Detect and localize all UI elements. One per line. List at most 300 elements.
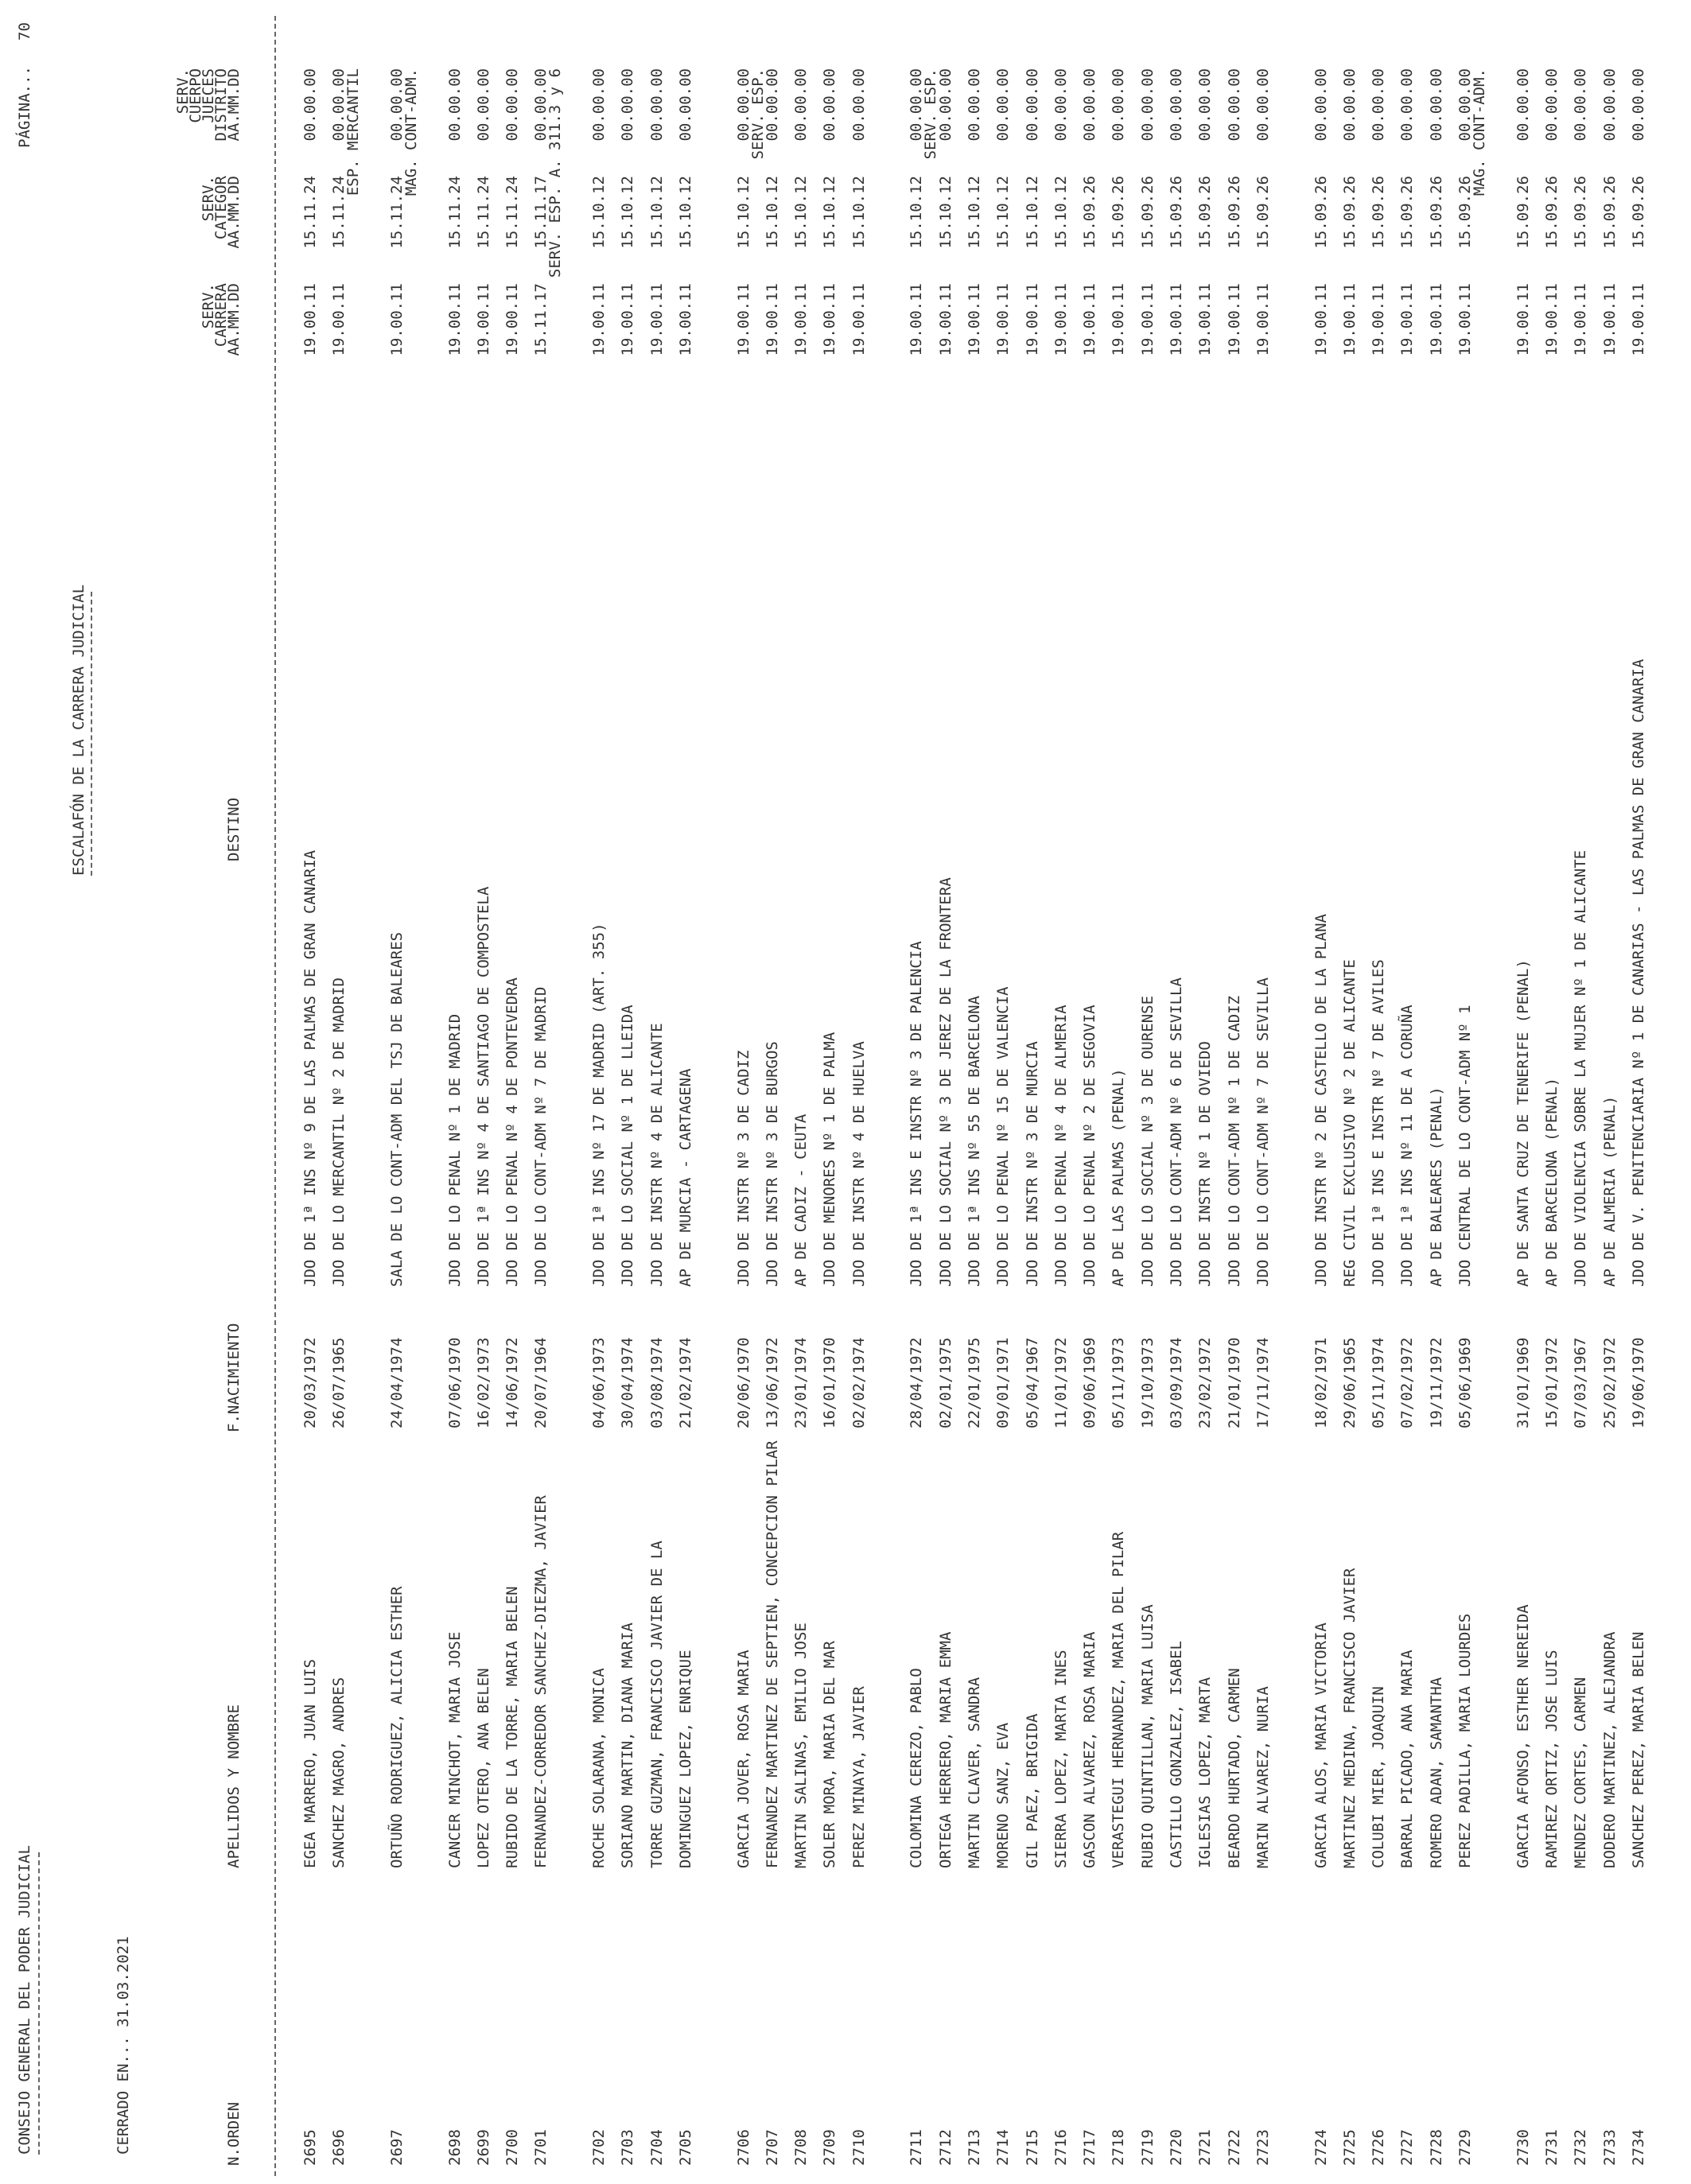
destination-cell: JDO DE INSTR Nº 3 DE MURCIA (1023, 1041, 1041, 1287)
destination-cell: JDO DE MENORES Nº 1 DE PALMA (821, 1032, 839, 1287)
destination-cell: AP DE BALEARES (PENAL) (1427, 1086, 1445, 1287)
serv-carrera: 19.00.11 (1542, 283, 1561, 356)
serv-distrito: 00.00.00 (936, 68, 954, 142)
order-number: 2717 (1081, 2129, 1099, 2166)
serv-distrito: 00.00.00 (1572, 68, 1590, 142)
serv-carrera: 19.00.11 (1312, 283, 1330, 356)
destination-cell: JDO DE 1ª INS E INSTR Nº 7 DE AVILES (1370, 959, 1388, 1287)
serv-distrito: 00.00.00 (1514, 68, 1532, 142)
birth-date: 03/09/1974 (1168, 1337, 1185, 1428)
serv-carrera: 19.00.11 (1168, 283, 1185, 356)
serv-categor: 15.09.26 (1312, 176, 1330, 249)
serv-categor: 15.10.12 (821, 176, 839, 249)
birth-date: 17/11/1974 (1254, 1337, 1272, 1428)
order-number: 2710 (849, 2129, 868, 2166)
serv-carrera: 19.00.11 (1456, 283, 1474, 356)
serv-categor: 15.10.12 (1052, 176, 1070, 249)
order-number: 2715 (1023, 2129, 1041, 2166)
serv-distrito: 00.00.00 (821, 68, 839, 142)
name-cell: EGEA MARRERO, JUAN LUIS (301, 1658, 319, 1868)
destination-cell: JDO DE INSTR Nº 4 DE HUELVA (849, 1041, 868, 1287)
destination-cell: AP DE SANTA CRUZ DE TENERIFE (PENAL) (1514, 959, 1532, 1287)
col-categor-1: SERV. (200, 176, 217, 222)
serv-carrera: 19.00.11 (1254, 283, 1272, 356)
service-note: MAG. CONT-ADM. (1471, 68, 1488, 196)
serv-carrera: 19.00.11 (821, 283, 839, 356)
serv-categor: 15.09.26 (1456, 176, 1474, 249)
order-number: 2709 (821, 2129, 839, 2166)
page-label: PÁGINA... (16, 66, 33, 148)
destination-cell: AP DE CADIZ - CEUTA (792, 1113, 811, 1287)
destination-cell: JDO DE 1ª INS Nº 55 DE BARCELONA (965, 995, 983, 1287)
serv-categor: 15.10.12 (647, 176, 666, 249)
order-number: 2718 (1110, 2129, 1128, 2166)
serv-carrera: 19.00.11 (1398, 283, 1417, 356)
serv-distrito: 00.00.00 (908, 68, 926, 142)
serv-distrito: 00.00.00 (1600, 68, 1619, 142)
serv-categor: 15.10.12 (590, 176, 608, 249)
serv-distrito: 00.00.00 (734, 68, 752, 142)
col-carrera-1: SERV. (200, 283, 217, 329)
name-cell: COLOMINA CEREZO, PABLO (908, 1668, 926, 1868)
name-cell: BEARDO HURTADO, CARMEN (1225, 1668, 1243, 1868)
serv-carrera: 19.00.11 (1110, 283, 1128, 356)
destination-cell: AP DE LAS PALMAS (PENAL) (1110, 1068, 1128, 1287)
name-cell: MARIN ALVAREZ, NURIA (1254, 1686, 1272, 1868)
name-cell: SOLER MORA, MARIA DEL MAR (821, 1641, 839, 1868)
order-number: 2701 (532, 2129, 550, 2166)
name-cell: GIL PAEZ, BRIGIDA (1023, 1713, 1041, 1868)
birth-date: 18/02/1971 (1312, 1337, 1330, 1428)
serv-distrito: 00.00.00 (1052, 68, 1070, 142)
col-carrera-3: AA.MM.DD (225, 283, 243, 356)
serv-carrera: 19.00.11 (1225, 283, 1243, 356)
col-nombre: APELLIDOS Y NOMBRE (225, 1704, 243, 1868)
birth-date: 16/01/1970 (821, 1337, 839, 1428)
destination-cell: JDO CENTRAL DE LO CONT-ADM Nº 1 (1456, 1005, 1474, 1287)
order-number: 2716 (1052, 2129, 1070, 2166)
col-cuerpo-1: SERV. (174, 68, 192, 115)
order-number: 2713 (965, 2129, 983, 2166)
serv-categor: 15.09.26 (1081, 176, 1099, 249)
serv-distrito: 00.00.00 (994, 68, 1013, 142)
serv-categor: 15.09.26 (1370, 176, 1388, 249)
serv-carrera: 19.00.11 (330, 283, 348, 356)
name-cell: RUBIDO DE LA TORRE, MARIA BELEN (503, 1586, 522, 1868)
serv-distrito: 00.00.00 (647, 68, 666, 142)
serv-distrito: 00.00.00 (1370, 68, 1388, 142)
order-number: 2725 (1340, 2129, 1359, 2166)
serv-carrera: 19.00.11 (1427, 283, 1445, 356)
serv-carrera: 19.00.11 (301, 283, 319, 356)
col-cuerpo-3: JUECES (200, 68, 217, 123)
order-number: 2712 (936, 2129, 954, 2166)
serv-carrera: 19.00.11 (590, 283, 608, 356)
serv-distrito: 00.00.00 (1542, 68, 1561, 142)
destination-cell: JDO DE INSTR Nº 4 DE ALICANTE (647, 1023, 666, 1287)
birth-date: 21/02/1974 (676, 1337, 694, 1428)
birth-date: 22/01/1975 (965, 1337, 983, 1428)
org-title: CONSEJO GENERAL DEL PODER JUDICIAL (16, 1845, 33, 2155)
birth-date: 09/06/1969 (1081, 1337, 1099, 1428)
serv-categor: 15.10.12 (734, 176, 752, 249)
serv-categor: 15.09.26 (1542, 176, 1561, 249)
name-cell: COLUBI MIER, JOAQUIN (1370, 1686, 1388, 1868)
destination-cell: AP DE MURCIA - CARTAGENA (676, 1068, 694, 1287)
serv-distrito: 00.00.00 (301, 68, 319, 142)
service-note: MAG. CONT-ADM. (402, 68, 420, 196)
destination-cell: JDO DE 1ª INS Nº 4 DE SANTIAGO DE COMPOSTELA (474, 886, 492, 1287)
name-cell: TORRE GUZMAN, FRANCISCO JAVIER DE LA (647, 1541, 666, 1868)
birth-date: 28/04/1972 (908, 1337, 926, 1428)
name-cell: MENDEZ CORTES, CARMEN (1572, 1677, 1590, 1868)
serv-carrera: 19.00.11 (1629, 283, 1647, 356)
order-number: 2720 (1168, 2129, 1185, 2166)
order-number: 2711 (908, 2129, 926, 2166)
name-cell: LOPEZ OTERO, ANA BELEN (474, 1668, 492, 1868)
birth-date: 14/06/1972 (503, 1337, 522, 1428)
birth-date: 04/06/1973 (590, 1337, 608, 1428)
destination-cell: JDO DE INSTR Nº 1 DE OVIEDO (1196, 1041, 1215, 1287)
serv-carrera: 19.00.11 (849, 283, 868, 356)
serv-distrito: 00.00.00 (1110, 68, 1128, 142)
col-categor-2: CATEGOR (212, 176, 230, 240)
serv-carrera: 19.00.11 (908, 283, 926, 356)
col-cuerpo-5: AA.MM.DD (225, 68, 243, 142)
serv-distrito: 00.00.00 (1456, 68, 1474, 142)
birth-date: 05/06/1969 (1456, 1337, 1474, 1428)
serv-carrera: 19.00.11 (1052, 283, 1070, 356)
order-number: 2700 (503, 2129, 522, 2166)
birth-date: 20/03/1972 (301, 1337, 319, 1428)
destination-cell: JDO DE 1ª INS Nº 9 DE LAS PALMAS DE GRAN CANARIA (301, 849, 319, 1287)
serv-distrito: 00.00.00 (532, 68, 550, 142)
serv-categor: 15.10.12 (676, 176, 694, 249)
birth-date: 19/06/1970 (1629, 1337, 1647, 1428)
birth-date: 16/02/1973 (474, 1337, 492, 1428)
order-number: 2702 (590, 2129, 608, 2166)
destination-cell: JDO DE LO PENAL Nº 4 DE PONTEVEDRA (503, 977, 522, 1287)
destination-cell: JDO DE 1ª INS E INSTR Nº 3 DE PALENCIA (908, 941, 926, 1287)
name-cell: FERNANDEZ MARTINEZ DE SEPTIEN, CONCEPCION PILAR (763, 1440, 781, 1868)
service-note: SERV. ESP. (922, 68, 940, 160)
serv-carrera: 19.00.11 (1600, 283, 1619, 356)
destination-cell: REG CIVIL EXCLUSIVO Nº 2 DE ALICANTE (1340, 959, 1359, 1287)
name-cell: FERNANDEZ-CORREDOR SANCHEZ-DIEZMA, JAVIER (532, 1495, 550, 1868)
serv-distrito: 00.00.00 (619, 68, 637, 142)
serv-distrito: 00.00.00 (503, 68, 522, 142)
serv-categor: 15.10.12 (849, 176, 868, 249)
serv-categor: 15.09.26 (1254, 176, 1272, 249)
serv-distrito: 00.00.00 (1023, 68, 1041, 142)
serv-carrera: 15.11.17 (532, 283, 550, 356)
name-cell: GARCIA JOVER, ROSA MARIA (734, 1650, 752, 1868)
order-number: 2726 (1370, 2129, 1388, 2166)
order-number: 2707 (763, 2129, 781, 2166)
serv-distrito: 00.00.00 (1254, 68, 1272, 142)
destination-cell: JDO DE LO PENAL Nº 2 DE SEGOVIA (1081, 1005, 1099, 1287)
serv-categor: 15.09.26 (1340, 176, 1359, 249)
col-cuerpo-4: DISTRITO (212, 68, 230, 142)
col-orden: N.ORDEN (225, 2101, 243, 2166)
destination-cell: JDO DE LO SOCIAL Nº 3 DE JEREZ DE LA FRONTERA (936, 877, 954, 1287)
serv-distrito: 00.00.00 (1629, 68, 1647, 142)
destination-cell: SALA DE LO CONT-ADM DEL TSJ DE BALEARES (387, 931, 406, 1287)
serv-distrito: 00.00.00 (763, 68, 781, 142)
serv-categor: 15.10.12 (965, 176, 983, 249)
name-cell: MORENO SANZ, EVA (994, 1722, 1013, 1868)
serv-carrera: 19.00.11 (676, 283, 694, 356)
serv-carrera: 19.00.11 (734, 283, 752, 356)
serv-categor: 15.10.12 (936, 176, 954, 249)
destination-cell: JDO DE LO SOCIAL Nº 1 DE LLEIDA (619, 1005, 637, 1287)
service-note: SERV. ESP. (748, 68, 767, 160)
birth-date: 15/01/1972 (1542, 1337, 1561, 1428)
serv-categor: 15.09.26 (1110, 176, 1128, 249)
destination-cell: JDO DE 1ª INS Nº 11 DE A CORUÑA (1398, 1005, 1417, 1287)
name-cell: VERASTEGUI HERNANDEZ, MARIA DEL PILAR (1110, 1531, 1128, 1868)
name-cell: ROCHE SOLARANA, MONICA (590, 1668, 608, 1868)
name-cell: GARCIA AFONSO, ESTHER NEREIDA (1514, 1604, 1532, 1868)
serv-carrera: 19.00.11 (503, 283, 522, 356)
order-number: 2699 (474, 2129, 492, 2166)
birth-date: 20/07/1964 (532, 1337, 550, 1428)
serv-categor: 15.11.24 (387, 176, 406, 249)
name-cell: PEREZ PADILLA, MARIA LOURDES (1456, 1613, 1474, 1868)
serv-categor: 15.10.12 (908, 176, 926, 249)
serv-distrito: 00.00.00 (1225, 68, 1243, 142)
serv-carrera: 19.00.11 (1023, 283, 1041, 356)
name-cell: BARRAL PICADO, ANA MARIA (1398, 1650, 1417, 1868)
serv-categor: 15.09.26 (1398, 176, 1417, 249)
name-cell: CASTILLO GONZALEZ, ISABEL (1168, 1641, 1185, 1868)
order-number: 2723 (1254, 2129, 1272, 2166)
col-destino: DESTINO (225, 797, 243, 861)
order-number: 2722 (1225, 2129, 1243, 2166)
col-categor-3: AA.MM.DD (225, 176, 243, 249)
serv-distrito: 00.00.00 (1081, 68, 1099, 142)
serv-carrera: 19.00.11 (1370, 283, 1388, 356)
serv-distrito: 00.00.00 (792, 68, 811, 142)
serv-categor: 15.11.17 (532, 176, 550, 249)
serv-carrera: 19.00.11 (994, 283, 1013, 356)
destination-cell: JDO DE INSTR Nº 2 DE CASTELLO DE LA PLANA (1312, 914, 1330, 1287)
birth-date: 09/01/1971 (994, 1337, 1013, 1428)
order-number: 2724 (1312, 2129, 1330, 2166)
order-number: 2705 (676, 2129, 694, 2166)
serv-categor: 15.09.26 (1168, 176, 1185, 249)
destination-cell: JDO DE VIOLENCIA SOBRE LA MUJER Nº 1 DE ALICANTE (1572, 849, 1590, 1287)
destination-cell: JDO DE LO CONT-ADM Nº 7 DE SEVILLA (1254, 977, 1272, 1287)
serv-distrito: 00.00.00 (1138, 68, 1156, 142)
birth-date: 11/01/1972 (1052, 1337, 1070, 1428)
name-cell: SIERRA LOPEZ, MARTA INES (1052, 1650, 1070, 1868)
order-number: 2698 (445, 2129, 464, 2166)
serv-carrera: 19.00.11 (619, 283, 637, 356)
serv-carrera: 19.00.11 (1514, 283, 1532, 356)
name-cell: DODERO MARTINEZ, ALEJANDRA (1600, 1631, 1619, 1868)
order-number: 2704 (647, 2129, 666, 2166)
name-cell: MARTINEZ MEDINA, FRANCISCO JAVIER (1340, 1568, 1359, 1868)
name-cell: GARCIA ALOS, MARIA VICTORIA (1312, 1622, 1330, 1868)
order-number: 2695 (301, 2129, 319, 2166)
birth-date: 26/07/1965 (330, 1337, 348, 1428)
closed-date: CERRADO EN... 31.03.2021 (115, 1936, 132, 2155)
birth-date: 05/11/1973 (1110, 1337, 1128, 1428)
serv-carrera: 19.00.11 (647, 283, 666, 356)
service-note: ESP. MERCANTIL (344, 68, 363, 196)
page-title: ESCALAFÓN DE LA CARRERA JUDICIAL (70, 584, 87, 876)
serv-categor: 15.11.24 (301, 176, 319, 249)
order-number: 2696 (330, 2129, 348, 2166)
order-number: 2714 (994, 2129, 1013, 2166)
name-cell: PEREZ MINAYA, JAVIER (849, 1686, 868, 1868)
birth-date: 30/04/1974 (619, 1337, 637, 1428)
serv-categor: 15.09.26 (1138, 176, 1156, 249)
serv-carrera: 19.00.11 (445, 283, 464, 356)
destination-cell: JDO DE LO CONT-ADM Nº 1 DE CADIZ (1225, 995, 1243, 1287)
birth-date: 19/11/1972 (1427, 1337, 1445, 1428)
name-cell: ROMERO ADAN, SAMANTHA (1427, 1677, 1445, 1868)
serv-categor: 15.11.24 (474, 176, 492, 249)
serv-carrera: 19.00.11 (1138, 283, 1156, 356)
birth-date: 19/10/1973 (1138, 1337, 1156, 1428)
name-cell: ORTEGA HERRERO, MARIA EMMA (936, 1631, 954, 1868)
order-number: 2721 (1196, 2129, 1215, 2166)
name-cell: CANCER MINCHOT, MARIA JOSE (445, 1631, 464, 1868)
destination-cell: AP DE ALMERIA (PENAL) (1600, 1095, 1619, 1287)
serv-categor: 15.09.26 (1196, 176, 1215, 249)
name-cell: SANCHEZ MAGRO, ANDRES (330, 1677, 348, 1868)
name-cell: RUBIO QUINTILLAN, MARIA LUISA (1138, 1604, 1156, 1868)
destination-cell: AP DE BARCELONA (PENAL) (1542, 1077, 1561, 1287)
destination-cell: JDO DE LO SOCIAL Nº 3 DE OURENSE (1138, 995, 1156, 1287)
org-underline (38, 1852, 40, 2155)
serv-distrito: 00.00.00 (590, 68, 608, 142)
birth-date: 05/04/1967 (1023, 1337, 1041, 1428)
serv-carrera: 19.00.11 (1196, 283, 1215, 356)
birth-date: 23/02/1972 (1196, 1337, 1215, 1428)
birth-date: 02/01/1975 (936, 1337, 954, 1428)
order-number: 2719 (1138, 2129, 1156, 2166)
serv-distrito: 00.00.00 (445, 68, 464, 142)
birth-date: 29/06/1965 (1340, 1337, 1359, 1428)
order-number: 2727 (1398, 2129, 1417, 2166)
name-cell: RAMIREZ ORTIZ, JOSE LUIS (1542, 1650, 1561, 1868)
name-cell: MARTIN SALINAS, EMILIO JOSE (792, 1622, 811, 1868)
order-number: 2732 (1572, 2129, 1590, 2166)
birth-date: 31/01/1969 (1514, 1337, 1532, 1428)
name-cell: ORTUÑO RODRIGUEZ, ALICIA ESTHER (387, 1586, 406, 1868)
serv-distrito: 00.00.00 (474, 68, 492, 142)
serv-distrito: 00.00.00 (1312, 68, 1330, 142)
birth-date: 13/06/1972 (763, 1337, 781, 1428)
birth-date: 07/03/1967 (1572, 1337, 1590, 1428)
serv-distrito: 00.00.00 (1168, 68, 1185, 142)
name-cell: DOMINGUEZ LOPEZ, ENRIQUE (676, 1650, 694, 1868)
destination-cell: JDO DE LO CONT-ADM Nº 7 DE MADRID (532, 986, 550, 1287)
destination-cell: JDO DE INSTR Nº 3 DE BURGOS (763, 1041, 781, 1287)
order-number: 2731 (1542, 2129, 1561, 2166)
birth-date: 07/02/1972 (1398, 1337, 1417, 1428)
serv-carrera: 19.00.11 (1340, 283, 1359, 356)
order-number: 2703 (619, 2129, 637, 2166)
order-number: 2697 (387, 2129, 406, 2166)
serv-categor: 15.09.26 (1225, 176, 1243, 249)
serv-categor: 15.09.26 (1629, 176, 1647, 249)
col-carrera-2: CARRERA (212, 283, 230, 348)
name-cell: GASCON ALVAREZ, ROSA MARIA (1081, 1631, 1099, 1868)
serv-carrera: 19.00.11 (1081, 283, 1099, 356)
serv-distrito: 00.00.00 (1340, 68, 1359, 142)
serv-categor: 15.09.26 (1514, 176, 1532, 249)
destination-cell: JDO DE LO MERCANTIL Nº 2 DE MADRID (330, 977, 348, 1287)
serv-carrera: 19.00.11 (1572, 283, 1590, 356)
page-number: 70 (16, 22, 33, 41)
serv-distrito: 00.00.00 (1196, 68, 1215, 142)
order-number: 2733 (1600, 2129, 1619, 2166)
destination-cell: JDO DE V. PENITENCIARIA Nº 1 DE CANARIAS - LAS PALMAS DE GRAN CANARIA (1629, 659, 1647, 1287)
serv-categor: 15.10.12 (1023, 176, 1041, 249)
name-cell: IGLESIAS LOPEZ, MARTA (1196, 1677, 1215, 1868)
serv-categor: 15.11.24 (445, 176, 464, 249)
serv-categor: 15.11.24 (503, 176, 522, 249)
birth-date: 20/06/1970 (734, 1337, 752, 1428)
serv-distrito: 00.00.00 (330, 68, 348, 142)
serv-distrito: 00.00.00 (1398, 68, 1417, 142)
birth-date: 07/06/1970 (445, 1337, 464, 1428)
destination-cell: JDO DE LO PENAL Nº 4 DE ALMERIA (1052, 1005, 1070, 1287)
serv-carrera: 19.00.11 (936, 283, 954, 356)
order-number: 2734 (1629, 2129, 1647, 2166)
serv-categor: 15.10.12 (763, 176, 781, 249)
serv-carrera: 19.00.11 (965, 283, 983, 356)
birth-date: 05/11/1974 (1370, 1337, 1388, 1428)
serv-categor: 15.09.26 (1600, 176, 1619, 249)
serv-distrito: 00.00.00 (965, 68, 983, 142)
birth-date: 23/01/1974 (792, 1337, 811, 1428)
header-rule (274, 16, 276, 2176)
serv-distrito: 00.00.00 (1427, 68, 1445, 142)
serv-categor: 15.10.12 (994, 176, 1013, 249)
serv-categor: 15.09.26 (1427, 176, 1445, 249)
order-number: 2729 (1456, 2129, 1474, 2166)
birth-date: 02/02/1974 (849, 1337, 868, 1428)
serv-carrera: 19.00.11 (474, 283, 492, 356)
serv-distrito: 00.00.00 (676, 68, 694, 142)
name-cell: SORIANO MARTIN, DIANA MARIA (619, 1622, 637, 1868)
name-cell: SANCHEZ PEREZ, MARIA BELEN (1629, 1631, 1647, 1868)
serv-categor: 15.10.12 (619, 176, 637, 249)
col-cuerpo-2: CUERPO (187, 68, 204, 123)
order-number: 2730 (1514, 2129, 1532, 2166)
col-nacimiento: F.NACIMIENTO (225, 1323, 243, 1432)
serv-categor: 15.10.12 (792, 176, 811, 249)
serv-categor: 15.09.26 (1572, 176, 1590, 249)
serv-carrera: 19.00.11 (792, 283, 811, 356)
order-number: 2728 (1427, 2129, 1445, 2166)
order-number: 2708 (792, 2129, 811, 2166)
name-cell: MARTIN CLAVER, SANDRA (965, 1677, 983, 1868)
serv-carrera: 19.00.11 (387, 283, 406, 356)
birth-date: 21/01/1970 (1225, 1337, 1243, 1428)
destination-cell: JDO DE 1ª INS Nº 17 DE MADRID (ART. 355) (590, 923, 608, 1287)
service-note: SERV. ESP. A. 311.3 y 6 (546, 68, 565, 278)
page-title-underline (91, 592, 92, 876)
destination-cell: JDO DE LO PENAL Nº 15 DE VALENCIA (994, 986, 1013, 1287)
serv-categor: 15.11.24 (330, 176, 348, 249)
destination-cell: JDO DE LO PENAL Nº 1 DE MADRID (445, 1013, 464, 1287)
